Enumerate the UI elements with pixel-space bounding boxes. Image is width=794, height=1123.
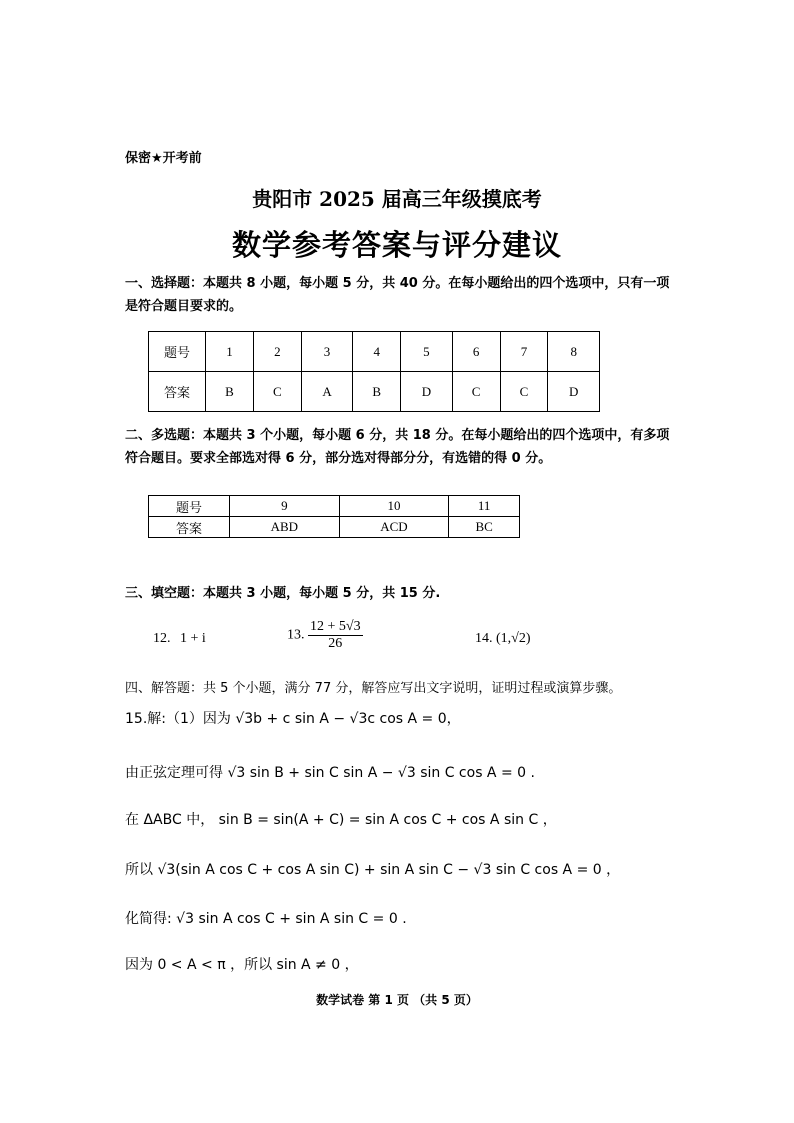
solution-line: 由正弦定理可得 √3 sin B + sin C sin A − √3 sin C cos A = 0 . — [125, 765, 535, 781]
choice-answer-table — [148, 331, 600, 412]
table-cell: 9 — [230, 496, 340, 517]
table-header-question: 题号 — [149, 332, 206, 372]
section1-intro: 一、选择题：本题共 8 小题，每小题 5 分，共 40 分。在每小题给出的四个选项中，只有一项是符合题目要求的。 — [125, 276, 670, 314]
answer-13-denominator: 26 — [328, 636, 343, 651]
answer-13-numerator: 12 + 5√3 — [310, 619, 361, 634]
table-row — [149, 332, 600, 372]
table-cell: 8 — [548, 332, 600, 372]
section4-intro: 四、解答题：共 5 个小题，满分 77 分，解答应写出文字说明，证明过程或演算步骤。 — [125, 681, 622, 696]
multi-choice-answer-table — [148, 495, 520, 538]
answer-14-value: (1,√2) — [496, 631, 531, 646]
answer-14 — [475, 631, 531, 647]
table-cell: ABD — [230, 517, 340, 538]
section3-intro: 三、填空题：本题共 3 小题，每小题 5 分，共 15 分. — [125, 586, 441, 601]
table-cell: D — [401, 372, 452, 412]
solution-line: 在 ΔABC 中， sin B = sin(A + C) = sin A cos C + cos A sin C ， — [125, 812, 557, 828]
table-header-answer: 答案 — [149, 372, 206, 412]
document-title: 数学参考答案与评分建议 — [231, 228, 562, 262]
table-cell: A — [301, 372, 352, 412]
table-cell: C — [500, 372, 548, 412]
exam-title: 贵阳市 2025 届高三年级摸底考 — [252, 187, 542, 211]
table-cell: BC — [449, 517, 520, 538]
answer-12-label: 12. — [153, 631, 171, 646]
table-cell: 6 — [452, 332, 500, 372]
confidential-label: 保密★开考前 — [125, 151, 202, 166]
table-row — [149, 496, 520, 517]
answer-12-value: 1 + i — [180, 631, 206, 646]
table-header-answer: 答案 — [149, 517, 230, 538]
answer-13-fraction — [308, 619, 363, 652]
table-cell: 4 — [353, 332, 401, 372]
table-cell: B — [353, 372, 401, 412]
solution-line: 15.解:（1）因为 √3b + c sin A − √3c cos A = 0， — [125, 711, 461, 727]
table-cell: 3 — [301, 332, 352, 372]
table-row — [149, 517, 520, 538]
solution-line: 化简得: √3 sin A cos C + sin A sin C = 0 . — [125, 911, 407, 927]
table-cell: D — [548, 372, 600, 412]
answer-12 — [153, 631, 206, 647]
answer-13-label: 13. — [287, 627, 305, 643]
table-cell: B — [206, 372, 254, 412]
table-cell: ACD — [339, 517, 449, 538]
answer-13 — [287, 619, 363, 652]
table-cell: 1 — [206, 332, 254, 372]
answer-14-label: 14. — [475, 631, 493, 646]
page-footer: 数学试卷 第 1 页 （共 5 页） — [316, 993, 478, 1007]
table-row — [149, 372, 600, 412]
table-cell: 2 — [253, 332, 301, 372]
section2-intro: 二、多选题：本题共 3 个小题，每小题 6 分，共 18 分。在每小题给出的四个选项中，有多项符合题目。要求全部选对得 6 分，部分选对得部分分，有选错的得 0 分。 — [125, 428, 670, 466]
table-cell: C — [253, 372, 301, 412]
solution-line: 因为 0 < A < π ，所以 sin A ≠ 0 ， — [125, 957, 359, 973]
table-cell: 11 — [449, 496, 520, 517]
solution-line: 所以 √3(sin A cos C + cos A sin C) + sin A sin C − √3 sin C cos A = 0 ， — [125, 862, 621, 878]
table-header-question: 题号 — [149, 496, 230, 517]
table-cell: 7 — [500, 332, 548, 372]
table-cell: 10 — [339, 496, 449, 517]
table-cell: C — [452, 372, 500, 412]
table-cell: 5 — [401, 332, 452, 372]
